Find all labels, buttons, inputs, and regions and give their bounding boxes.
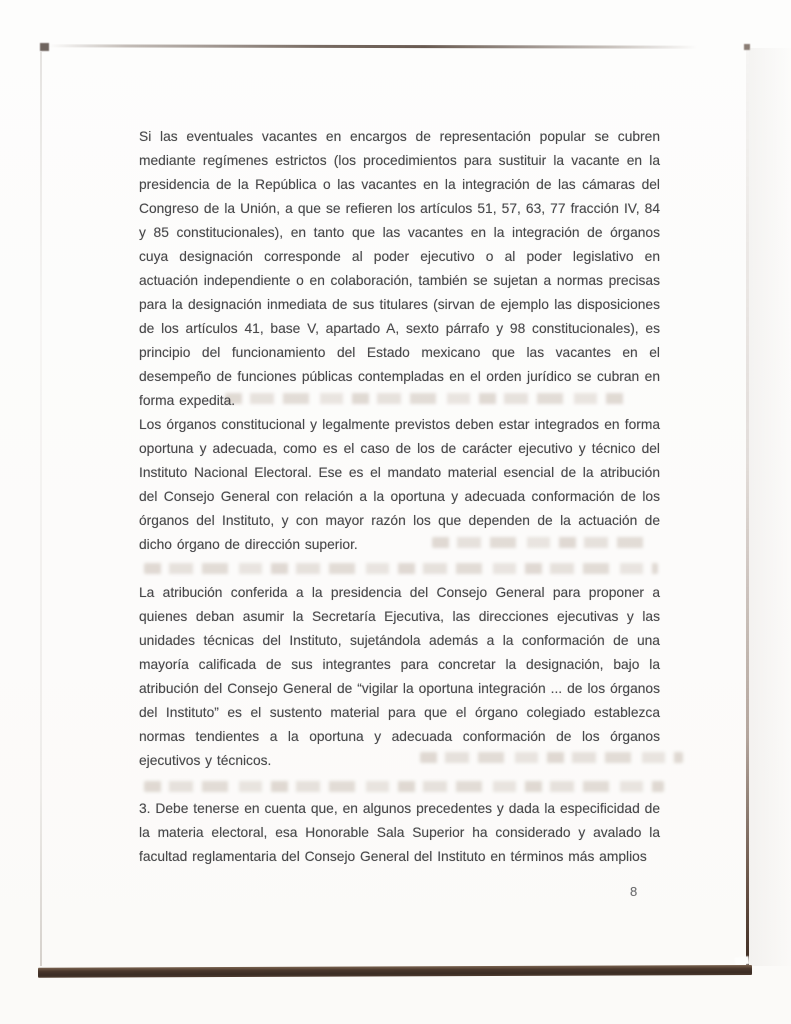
paragraph-atribucion-presidencia: La atribución conferida a la presidencia del Consejo General para proponer a quienes deban asumir la Secretaría Ejecutiva, las direcciones ejecutivas y las unidades técnicas del Instituto, sujetándola además a la conformación de una mayoría calificada de sus integrantes para concretar la designación, bajo la atribución del Consejo General de “vigilar la oportuna integración ... de los órganos del Instituto” es el sustento material para que el órgano colegiado establezca normas tendientes a la oportuna y adecuada conformación de los órganos ejecutivos y técnicos. xyxy=(139,585,660,768)
paragraph-organos-previstos: Los órganos constitucional y legalmente previstos deben estar integrados en forma oportuna y adecuada, como es el caso de los de carácter ejecutivo y técnico del Instituto Nacional Electoral. Ese es el mandato material esencial de la atribución del Consejo General con relación a la oportuna y adecuada conformación de los órganos del Instituto, y con mayor razón los que dependen de la actuación de dicho órgano de dirección superior. xyxy=(139,417,660,552)
scan-top-left-mark xyxy=(40,43,49,51)
scan-right-gutter-shade xyxy=(749,48,791,966)
paragraph-precedentes-sala-superior: 3. Debe tenerse en cuenta que, en algunos precedentes y dada la especificidad de la materia electoral, esa Honorable Sala Superior ha considerado y avalado la facultad reglamentaria del Consejo General del Instituto en términos más amplios xyxy=(139,801,660,864)
scan-bottom-edge-bar xyxy=(38,965,752,978)
page-number: 8 xyxy=(630,884,638,899)
scan-left-edge-shadow xyxy=(40,52,42,966)
paragraph-vacantes-representacion: Si las eventuales vacantes en encargos de representación popular se cubren mediante regímenes estrictos (los procedimientos para sustituir la vacante en la presidencia de la República o las vacantes en la integración de las cámaras del Congreso de la Unión, a que se refieren los artículos 51, 57, 63, 77 fracción IV, 84 y 85 constitucionales), en tanto que las vacantes en la integración de órganos cuya designación corresponde al poder ejecutivo o al poder legislativo en actuación independiente o en colaboración, también se sujetan a normas precisas para la designación inmediata de sus titulares (sirvan de ejemplo las disposiciones de los artículos 41, base V, apartado A, sexto párrafo y 98 constitucionales), es principio del funcionamiento del Estado mexicano que las vacantes en el desempeño de funciones públicas contempladas en el orden jurídico se cubran en forma expedita. xyxy=(139,129,660,408)
scan-right-edge-shadow xyxy=(746,50,749,966)
scan-top-edge-line xyxy=(49,44,697,48)
document-body xyxy=(139,125,660,869)
